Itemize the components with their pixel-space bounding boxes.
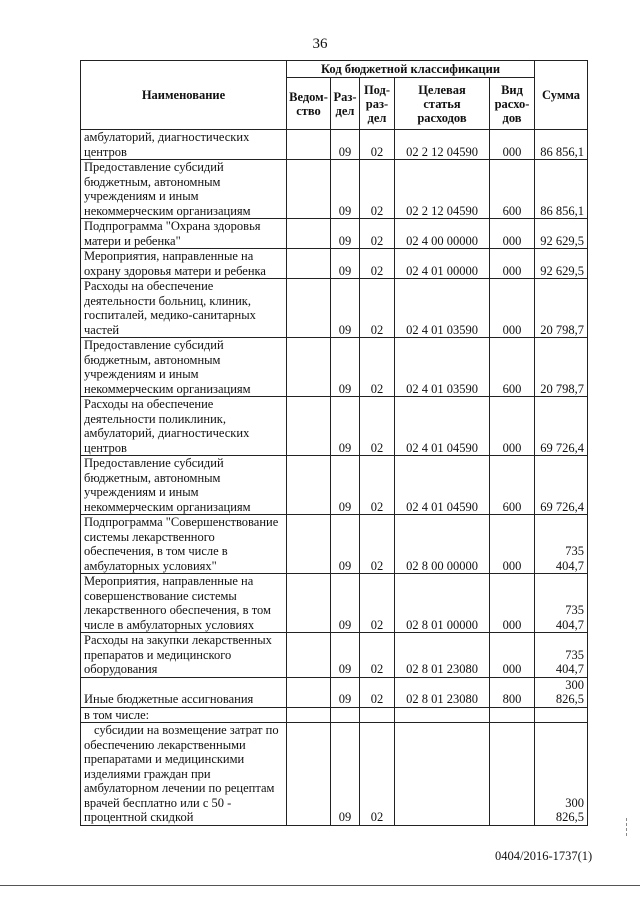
row-name: Иные бюджетные ассигнования <box>81 677 287 707</box>
page-number: 36 <box>312 36 328 52</box>
margin-mark <box>626 818 635 836</box>
row-section: 09 <box>331 279 360 338</box>
row-sum: 69 726,4 <box>535 456 588 515</box>
row-section <box>331 707 360 723</box>
row-department <box>287 160 331 219</box>
footer-rule <box>0 885 640 886</box>
table-row <box>81 219 588 249</box>
row-section: 09 <box>331 574 360 633</box>
row-name: Мероприятия, направленные на охрану здоровья матери и ребенка <box>81 249 287 279</box>
header-sum: Сумма <box>535 61 588 130</box>
row-name: в том числе: <box>81 707 287 723</box>
row-subsection <box>360 707 395 723</box>
row-expense-type: 000 <box>490 633 535 678</box>
row-subsection: 02 <box>360 456 395 515</box>
row-subsection: 02 <box>360 130 395 160</box>
row-expense-type: 800 <box>490 677 535 707</box>
table-row <box>81 677 588 707</box>
row-sum: 69 726,4 <box>535 397 588 456</box>
row-sum: 300 826,5 <box>535 723 588 826</box>
row-expense-type <box>490 723 535 826</box>
header-name: Наименование <box>81 61 287 130</box>
row-department <box>287 456 331 515</box>
row-expense-type: 000 <box>490 515 535 574</box>
row-section: 09 <box>331 219 360 249</box>
row-target-article: 02 4 00 00000 <box>395 219 490 249</box>
row-target-article: 02 8 01 00000 <box>395 574 490 633</box>
table-row <box>81 515 588 574</box>
row-sum: 735 404,7 <box>535 574 588 633</box>
table-row <box>81 338 588 397</box>
row-section: 09 <box>331 633 360 678</box>
table-body <box>81 130 588 826</box>
row-subsection: 02 <box>360 397 395 456</box>
row-subsection: 02 <box>360 633 395 678</box>
row-department <box>287 707 331 723</box>
row-department <box>287 515 331 574</box>
row-department <box>287 397 331 456</box>
row-subsection: 02 <box>360 279 395 338</box>
row-sum: 735 404,7 <box>535 633 588 678</box>
row-name: Предоставление субсидий бюджетным, автономным учреждениям и иным некоммерческим организациям <box>81 456 287 515</box>
row-section: 09 <box>331 677 360 707</box>
row-target-article: 02 4 01 00000 <box>395 249 490 279</box>
header-budget-classification-code: Код бюджетной классификации <box>287 61 535 78</box>
row-expense-type: 000 <box>490 397 535 456</box>
row-name: Расходы на обеспечение деятельности поликлиник, амбулаторий, диагностических центров <box>81 397 287 456</box>
row-name: субсидии на возмещение затрат по обеспечению лекарственными препаратами и медицинскими изделиями граждан при амбулаторном лечении по рецептам врачей бесплатно или с 50 - процентной скидкой <box>81 723 287 826</box>
document-code: 0404/2016-1737(1) <box>495 849 593 863</box>
row-department <box>287 130 331 160</box>
row-section: 09 <box>331 249 360 279</box>
row-sum: 735 404,7 <box>535 515 588 574</box>
row-target-article: 02 2 12 04590 <box>395 130 490 160</box>
row-department <box>287 677 331 707</box>
table-row <box>81 279 588 338</box>
row-target-article: 02 4 01 03590 <box>395 279 490 338</box>
header-subsection: Под- раз- дел <box>360 78 395 130</box>
row-expense-type: 000 <box>490 219 535 249</box>
row-expense-type: 000 <box>490 279 535 338</box>
table-row <box>81 397 588 456</box>
row-department <box>287 279 331 338</box>
row-expense-type: 000 <box>490 130 535 160</box>
row-expense-type: 600 <box>490 160 535 219</box>
row-section: 09 <box>331 338 360 397</box>
row-target-article: 02 2 12 04590 <box>395 160 490 219</box>
table-row <box>81 456 588 515</box>
row-target-article: 02 4 01 04590 <box>395 397 490 456</box>
table-row <box>81 130 588 160</box>
row-subsection: 02 <box>360 219 395 249</box>
row-subsection: 02 <box>360 160 395 219</box>
row-section: 09 <box>331 515 360 574</box>
row-name: Предоставление субсидий бюджетным, автономным учреждениям и иным некоммерческим организациям <box>81 160 287 219</box>
row-expense-type: 000 <box>490 574 535 633</box>
row-subsection: 02 <box>360 515 395 574</box>
row-name: Расходы на обеспечение деятельности больниц, клиник, госпиталей, медико-санитарных частей <box>81 279 287 338</box>
row-target-article: 02 4 01 04590 <box>395 456 490 515</box>
row-expense-type: 000 <box>490 249 535 279</box>
row-subsection: 02 <box>360 677 395 707</box>
row-name: Мероприятия, направленные на совершенствование системы лекарственного обеспечения, в том числе в амбулаторных условиях <box>81 574 287 633</box>
row-section: 09 <box>331 723 360 826</box>
row-sum: 20 798,7 <box>535 279 588 338</box>
row-target-article: 02 8 01 23080 <box>395 677 490 707</box>
table-row <box>81 723 588 826</box>
table-row <box>81 707 588 723</box>
row-expense-type: 600 <box>490 338 535 397</box>
row-name: Подпрограмма "Охрана здоровья матери и ребенка" <box>81 219 287 249</box>
row-subsection: 02 <box>360 723 395 826</box>
row-target-article: 02 8 00 00000 <box>395 515 490 574</box>
row-sum: 92 629,5 <box>535 219 588 249</box>
table-row <box>81 574 588 633</box>
row-name: Расходы на закупки лекарственных препаратов и медицинского оборудования <box>81 633 287 678</box>
row-department <box>287 633 331 678</box>
row-sum: 92 629,5 <box>535 249 588 279</box>
row-target-article <box>395 723 490 826</box>
table-row <box>81 633 588 678</box>
row-department <box>287 723 331 826</box>
row-name: Подпрограмма "Совершенствование системы лекарственного обеспечения, в том числе в амбулаторных условиях" <box>81 515 287 574</box>
header-section: Раз- дел <box>331 78 360 130</box>
row-name: Предоставление субсидий бюджетным, автономным учреждениям и иным некоммерческим организациям <box>81 338 287 397</box>
budget-table <box>80 60 588 826</box>
row-department <box>287 574 331 633</box>
row-sum: 300 826,5 <box>535 677 588 707</box>
row-subsection: 02 <box>360 338 395 397</box>
row-subsection: 02 <box>360 574 395 633</box>
row-target-article: 02 8 01 23080 <box>395 633 490 678</box>
row-section: 09 <box>331 160 360 219</box>
row-section: 09 <box>331 130 360 160</box>
row-section: 09 <box>331 456 360 515</box>
table-row <box>81 249 588 279</box>
row-name: амбулаторий, диагностических центров <box>81 130 287 160</box>
row-sum: 86 856,1 <box>535 130 588 160</box>
row-expense-type <box>490 707 535 723</box>
row-department <box>287 338 331 397</box>
row-sum <box>535 707 588 723</box>
row-target-article <box>395 707 490 723</box>
header-target-article: Целевая статья расходов <box>395 78 490 130</box>
header-department: Ведом- ство <box>287 78 331 130</box>
row-department <box>287 249 331 279</box>
row-sum: 20 798,7 <box>535 338 588 397</box>
row-department <box>287 219 331 249</box>
row-subsection: 02 <box>360 249 395 279</box>
table-row <box>81 160 588 219</box>
row-sum: 86 856,1 <box>535 160 588 219</box>
row-target-article: 02 4 01 03590 <box>395 338 490 397</box>
row-section: 09 <box>331 397 360 456</box>
header-expense-type: Вид расхо- дов <box>490 78 535 130</box>
row-expense-type: 600 <box>490 456 535 515</box>
